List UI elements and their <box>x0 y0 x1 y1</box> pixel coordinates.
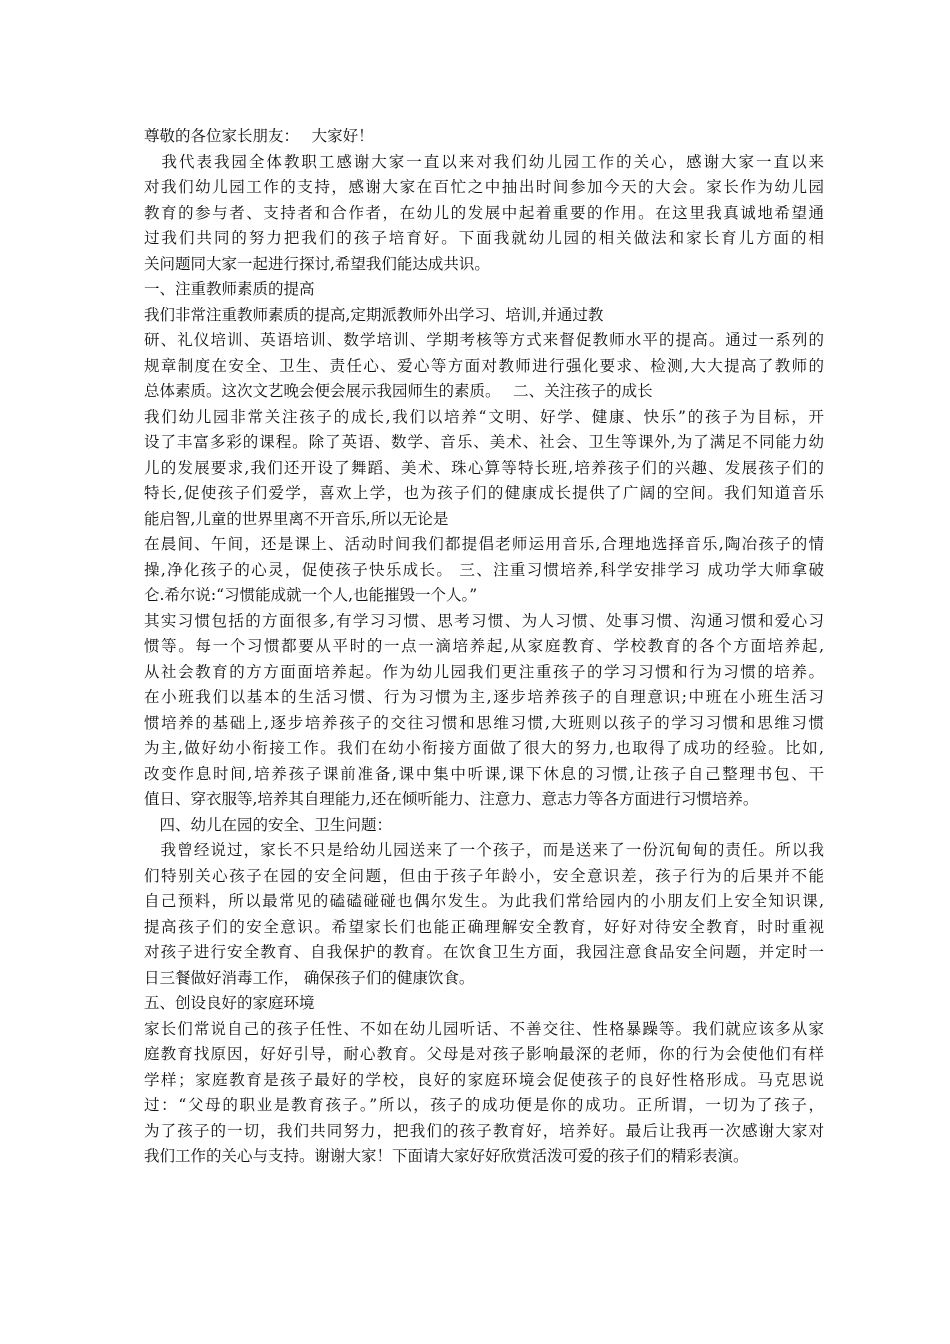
text-line: 们特别关心孩子在园的安全问题，但由于孩子年龄小，安全意识差，孩子行为的后果并不能 <box>144 866 824 885</box>
text-line: 总体素质。这次文艺晚会便会展示我园师生的素质。 二、关注孩子的成长 <box>144 382 653 400</box>
text-line: 关问题同大家一起进行探讨,希望我们能达成共识。 <box>144 254 490 273</box>
text-line: 研、礼仪培训、英语培训、数学培训、学期考核等方式来督促教师水平的提高。通过一系列的 <box>144 331 824 349</box>
text-line: 惯等。每一个习惯都要从平时的一点一滴培养起,从家庭教育、学校教育的各个方面培养起, <box>144 637 824 655</box>
text-line: 家长们常说自己的孩子任性、不如在幼儿园听话、不善交往、性格暴躁等。我们就应该多从家 <box>144 1019 824 1038</box>
text-line: 改变作息时间,培养孩子课前准备,课中集中听课,课下休息的习惯,让孩子自己整理书包、干 <box>144 764 824 783</box>
text-line: 我曾经说过，家长不只是给幼儿园送来了一个孩子，而是送来了一份沉甸甸的责任。所以我 <box>144 841 824 859</box>
text-line: 庭教育找原因，好好引导，耐心教育。父母是对孩子影响最深的老师，你的行为会使他们有样 <box>144 1045 824 1063</box>
text-line: 学样；家庭教育是孩子最好的学校，良好的家庭环境会促使孩子的良好性格形成。马克思说 <box>144 1070 824 1089</box>
text-line: 在晨间、午间，还是课上、活动时间我们都提倡老师运用音乐,合理地选择音乐,陶冶孩子的情 <box>144 535 824 553</box>
text-line: 惯培养的基础上,逐步培养孩子的交往习惯和思维习惯,大班则以孩子的学习习惯和思维习惯 <box>144 713 824 732</box>
text-line: 能启智,儿童的世界里离不开音乐,所以无论是 <box>144 509 449 528</box>
text-line: 过我们共同的努力把我们的孩子培育好。下面我就幼儿园的相关做法和家长育儿方面的相 <box>144 229 824 247</box>
text-line: 操,净化孩子的心灵，促使孩子快乐成长。 三、注重习惯培养,科学安排学习 成功学大师拿破 <box>144 560 824 579</box>
text-line: 教育的参与者、支持者和合作者，在幼儿的发展中起着重要的作用。在这里我真诚地希望通 <box>144 203 824 222</box>
document-page <box>144 124 824 1170</box>
text-line: 其实习惯包括的方面很多,有学习习惯、思考习惯、为人习惯、处事习惯、沟通习惯和爱心习 <box>144 611 824 630</box>
text-line: 设了丰富多彩的课程。除了英语、数学、音乐、美术、社会、卫生等课外,为了满足不同能力幼 <box>144 433 824 451</box>
text-line: 对孩子进行安全教育、自我保护的教育。在饮食卫生方面，我园注意食品安全问题，并定时一 <box>144 943 824 961</box>
text-line: 我代表我园全体教职工感谢大家一直以来对我们幼儿园工作的关心，感谢大家一直以来 <box>144 152 824 171</box>
text-line: 从社会教育的方方面面培养起。作为幼儿园我们更注重孩子的学习习惯和行为习惯的培养。 <box>144 662 824 681</box>
text-line: 自己预料，所以最常见的磕磕碰碰也偶尔发生。为此我们常给园内的小朋友们上安全知识课, <box>144 892 824 910</box>
text-line: 一、注重教师素质的提高 <box>144 280 315 298</box>
text-line: 我们幼儿园非常关注孩子的成长,我们以培养“文明、好学、健康、快乐”的孩子为目标，开 <box>144 407 824 426</box>
text-line: 为了孩子的一切，我们共同努力，把我们的孩子教育好，培养好。最后让我再一次感谢大家对 <box>144 1121 824 1140</box>
text-line: 特长,促使孩子们爱学，喜欢上学，也为孩子们的健康成长提供了广阔的空间。我们知道音乐 <box>144 484 824 502</box>
text-line: 在小班我们以基本的生活习惯、行为习惯为主,逐步培养孩子的自理意识;中班在小班生活习 <box>144 688 824 706</box>
text-line: 五、创设良好的家庭环境 <box>144 994 315 1012</box>
text-line: 规章制度在安全、卫生、责任心、爱心等方面对教师进行强化要求、检测,大大提高了教师的 <box>144 356 824 375</box>
text-line: 我们工作的关心与支持。谢谢大家！下面请大家好好欣赏活泼可爱的孩子们的精彩表演。 <box>144 1147 749 1165</box>
text-line: 儿的发展要求,我们还开设了舞蹈、美术、珠心算等特长班,培养孩子们的兴趣、发展孩子们的 <box>144 458 824 477</box>
text-line: 我们非常注重教师素质的提高,定期派教师外出学习、培训,并通过教 <box>144 305 604 324</box>
text-line: 值日、穿衣服等,培养其自理能力,还在倾听能力、注意力、意志力等各方面进行习惯培养。 <box>144 790 759 808</box>
text-line: 过：“父母的职业是教育孩子。”所以，孩子的成功便是你的成功。正所谓，一切为了孩子， <box>144 1096 824 1114</box>
text-line: 为主,做好幼小衔接工作。我们在幼小衔接方面做了很大的努力,也取得了成功的经验。比如, <box>144 739 824 757</box>
text-line: 尊敬的各位家长朋友： 大家好！ <box>144 127 374 145</box>
text-line: 仑.希尔说:“习惯能成就一个人,也能摧毁一个人。” <box>144 586 478 604</box>
text-line: 日三餐做好消毒工作， 确保孩子们的健康饮食。 <box>144 968 475 987</box>
text-line: 对我们幼儿园工作的支持，感谢大家在百忙之中抽出时间参加今天的大会。家长作为幼儿园 <box>144 178 824 196</box>
text-line: 四、幼儿在园的安全、卫生问题： <box>144 815 393 834</box>
text-line: 提高孩子们的安全意识。希望家长们也能正确理解安全教育，好好对待安全教育，时时重视 <box>144 917 824 936</box>
